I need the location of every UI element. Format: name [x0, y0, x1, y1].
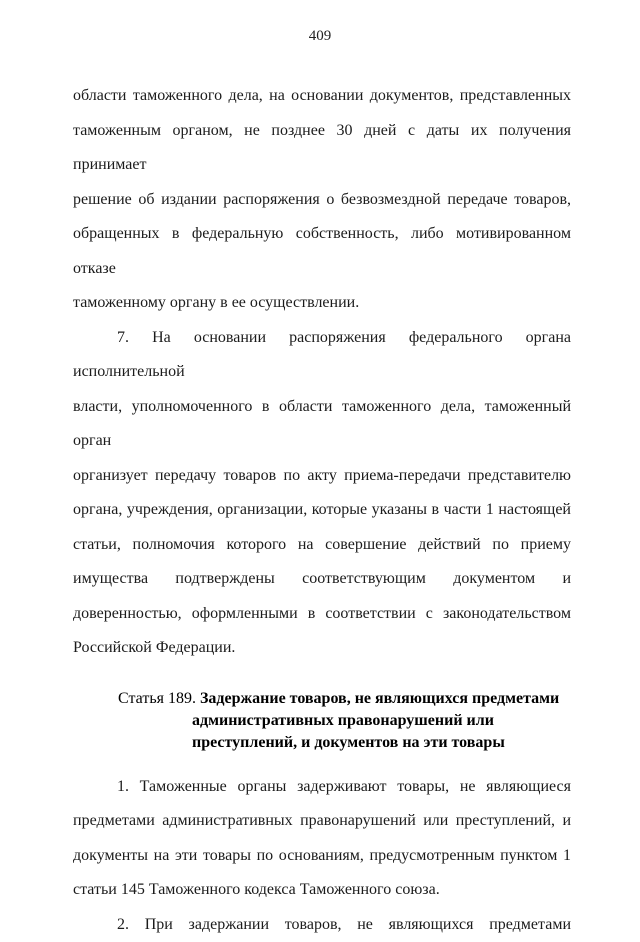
text-line: обращенных в федеральную собственность, либо мотивированном отказе — [73, 217, 571, 286]
article-title-line: преступлений, и документов на эти товары — [73, 732, 571, 754]
text-line: организует передачу товаров по акту приема-передачи представителю — [73, 459, 571, 494]
article-title-line: Задержание товаров, не являющихся предметами — [200, 690, 559, 707]
article-title-line: административных правонарушений или — [73, 710, 571, 732]
para-item-7 — [73, 321, 571, 666]
text-line: 7. На основании распоряжения федерального органа исполнительной — [73, 321, 571, 390]
text-line: 2. При задержании товаров, не являющихся предметами — [73, 908, 571, 942]
article-heading-line — [73, 688, 571, 710]
text-line: таможенному органу в ее осуществлении. — [73, 286, 571, 321]
article-189-heading — [73, 688, 571, 754]
text-line: статьи, полномочия которого на совершение действий по приему — [73, 528, 571, 563]
text-line: органа, учреждения, организации, которые указаны в части 1 настоящей — [73, 493, 571, 528]
text-line: статьи 145 Таможенного кодекса Таможенного союза. — [73, 873, 571, 908]
para-continuation — [73, 79, 571, 321]
text-line: таможенным органом, не позднее 30 дней с даты их получения принимает — [73, 114, 571, 183]
text-line: области таможенного дела, на основании документов, представленных — [73, 79, 571, 114]
article-number-label: Статья 189. — [118, 690, 200, 707]
text-line: 1. Таможенные органы задерживают товары, не являющиеся — [73, 770, 571, 805]
text-line: власти, уполномоченного в области таможенного дела, таможенный орган — [73, 390, 571, 459]
text-line: предметами административных правонарушений или преступлений, и — [73, 804, 571, 839]
text-line: доверенностью, оформленными в соответствии с законодательством — [73, 597, 571, 632]
text-line: Российской Федерации. — [73, 631, 571, 666]
text-line: решение об издании распоряжения о безвозмездной передаче товаров, — [73, 183, 571, 218]
para-item-1 — [73, 770, 571, 908]
para-item-2 — [73, 908, 571, 942]
page-number: 409 — [0, 28, 640, 45]
text-line: документы на эти товары по основаниям, предусмотренным пунктом 1 — [73, 839, 571, 874]
text-line: имущества подтверждены соответствующим документом и — [73, 562, 571, 597]
page-content — [73, 79, 571, 942]
